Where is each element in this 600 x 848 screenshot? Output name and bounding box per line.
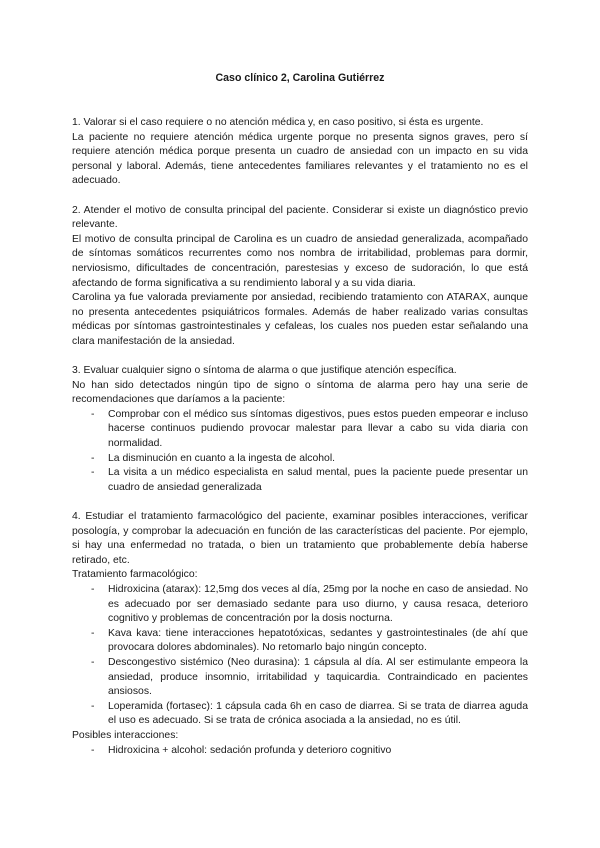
section-2-body-1: El motivo de consulta principal de Carolina es un cuadro de ansiedad generalizada, acompañado de síntomas somáticos recurrentes como nos nombra de irritabilidad, problemas para dormir, nerviosismo, dificultades de concentración, parestesias y exceso de sudoración, lo que está afectando de forma significativa a su rendimiento laboral y a su vida diaria. (72, 233, 528, 289)
list-item: - Comprobar con el médico sus síntomas digestivos, pues estos pueden empeorar e incluso hacerse continuos pudiendo provocar malestar para llevar a cabo su vida diaria con normalidad. (72, 408, 528, 452)
section-2-body-2: Carolina ya fue valorada previamente por ansiedad, recibiendo tratamiento con ATARAX, aunque no presenta antecedentes psiquiátricos formales. Además de haber realizado varias consultas médicas por síntomas gastrointestinales y cefaleas, los cuales nos pueden estar señalando una clara manifestación de la ansiedad. (72, 292, 528, 347)
list-item: - Descongestivo sistémico (Neo durasina): 1 cápsula al día. Al ser estimulante empeora la ansiedad, produce insomnio, irritabilidad y taquicardia. Contraindicado en pacientes ansiosos. (72, 656, 528, 700)
treatment-list (72, 583, 528, 729)
section-1-body: La paciente no requiere atención médica urgente porque no presenta signos graves, pero sí requiere atención médica porque presenta un cuadro de ansiedad con un impacto en su vida personal y laboral. Además, tiene antecedentes familiares relevantes y el tratamiento no es el adecuado. (72, 131, 528, 187)
section-3-body: No han sido detectados ningún tipo de signo o síntoma de alarma pero hay una serie de recomendaciones que daríamos a la paciente: (72, 379, 528, 406)
section-3-heading: 3. Evaluar cualquier signo o síntoma de alarma o que justifique atención específica. (72, 365, 457, 377)
recommendations-list (72, 408, 528, 496)
interactions-list (72, 744, 528, 759)
list-item: - Loperamida (fortasec): 1 cápsula cada 6h en caso de diarrea. Si se trata de diarrea aguda el uso es adecuado. Si se trata de crónica asociada a la ansiedad, no es útil. (72, 700, 528, 729)
section-4-heading: 4. Estudiar el tratamiento farmacológico del paciente, examinar posibles interacciones, verificar posología, y comprobar la adecuación en función de las características del paciente. Por ejemplo, si hay una enfermedad no tratada, o bien un tratamiento que probablemente debía haberse retirado, etc. (72, 511, 528, 566)
list-item: - Hidroxicina + alcohol: sedación profunda y deterioro cognitivo (72, 744, 528, 759)
interactions-label: Posibles interacciones: (72, 729, 179, 741)
document-body (72, 116, 528, 758)
section-2-heading: 2. Atender el motivo de consulta principal del paciente. Considerar si existe un diagnóstico previo relevante. (72, 204, 528, 231)
section-1-heading: 1. Valorar si el caso requiere o no atención médica y, en caso positivo, si ésta es urgente. (72, 117, 484, 128)
list-item: - Hidroxicina (atarax): 12,5mg dos veces al día, 25mg por la noche en caso de ansiedad. No es adecuado por ser demasiado sedante para uso diurno, y causa resaca, deterioro cognitivo y problemas de concentración por la dosis nocturna. (72, 583, 528, 627)
document-title: Caso clínico 2, Carolina Gutiérrez (215, 72, 385, 84)
list-item: - Kava kava: tiene interacciones hepatotóxicas, sedantes y gastrointestinales (de ahí que provocara dolores abdominales). No retomarlo bajo ningún concepto. (72, 627, 528, 656)
list-item: - La disminución en cuanto a la ingesta de alcohol. (72, 452, 528, 467)
list-item: - La visita a un médico especialista en salud mental, pues la paciente puede presentar un cuadro de ansiedad generalizada (72, 466, 528, 495)
treatment-label: Tratamiento farmacológico: (72, 569, 198, 581)
